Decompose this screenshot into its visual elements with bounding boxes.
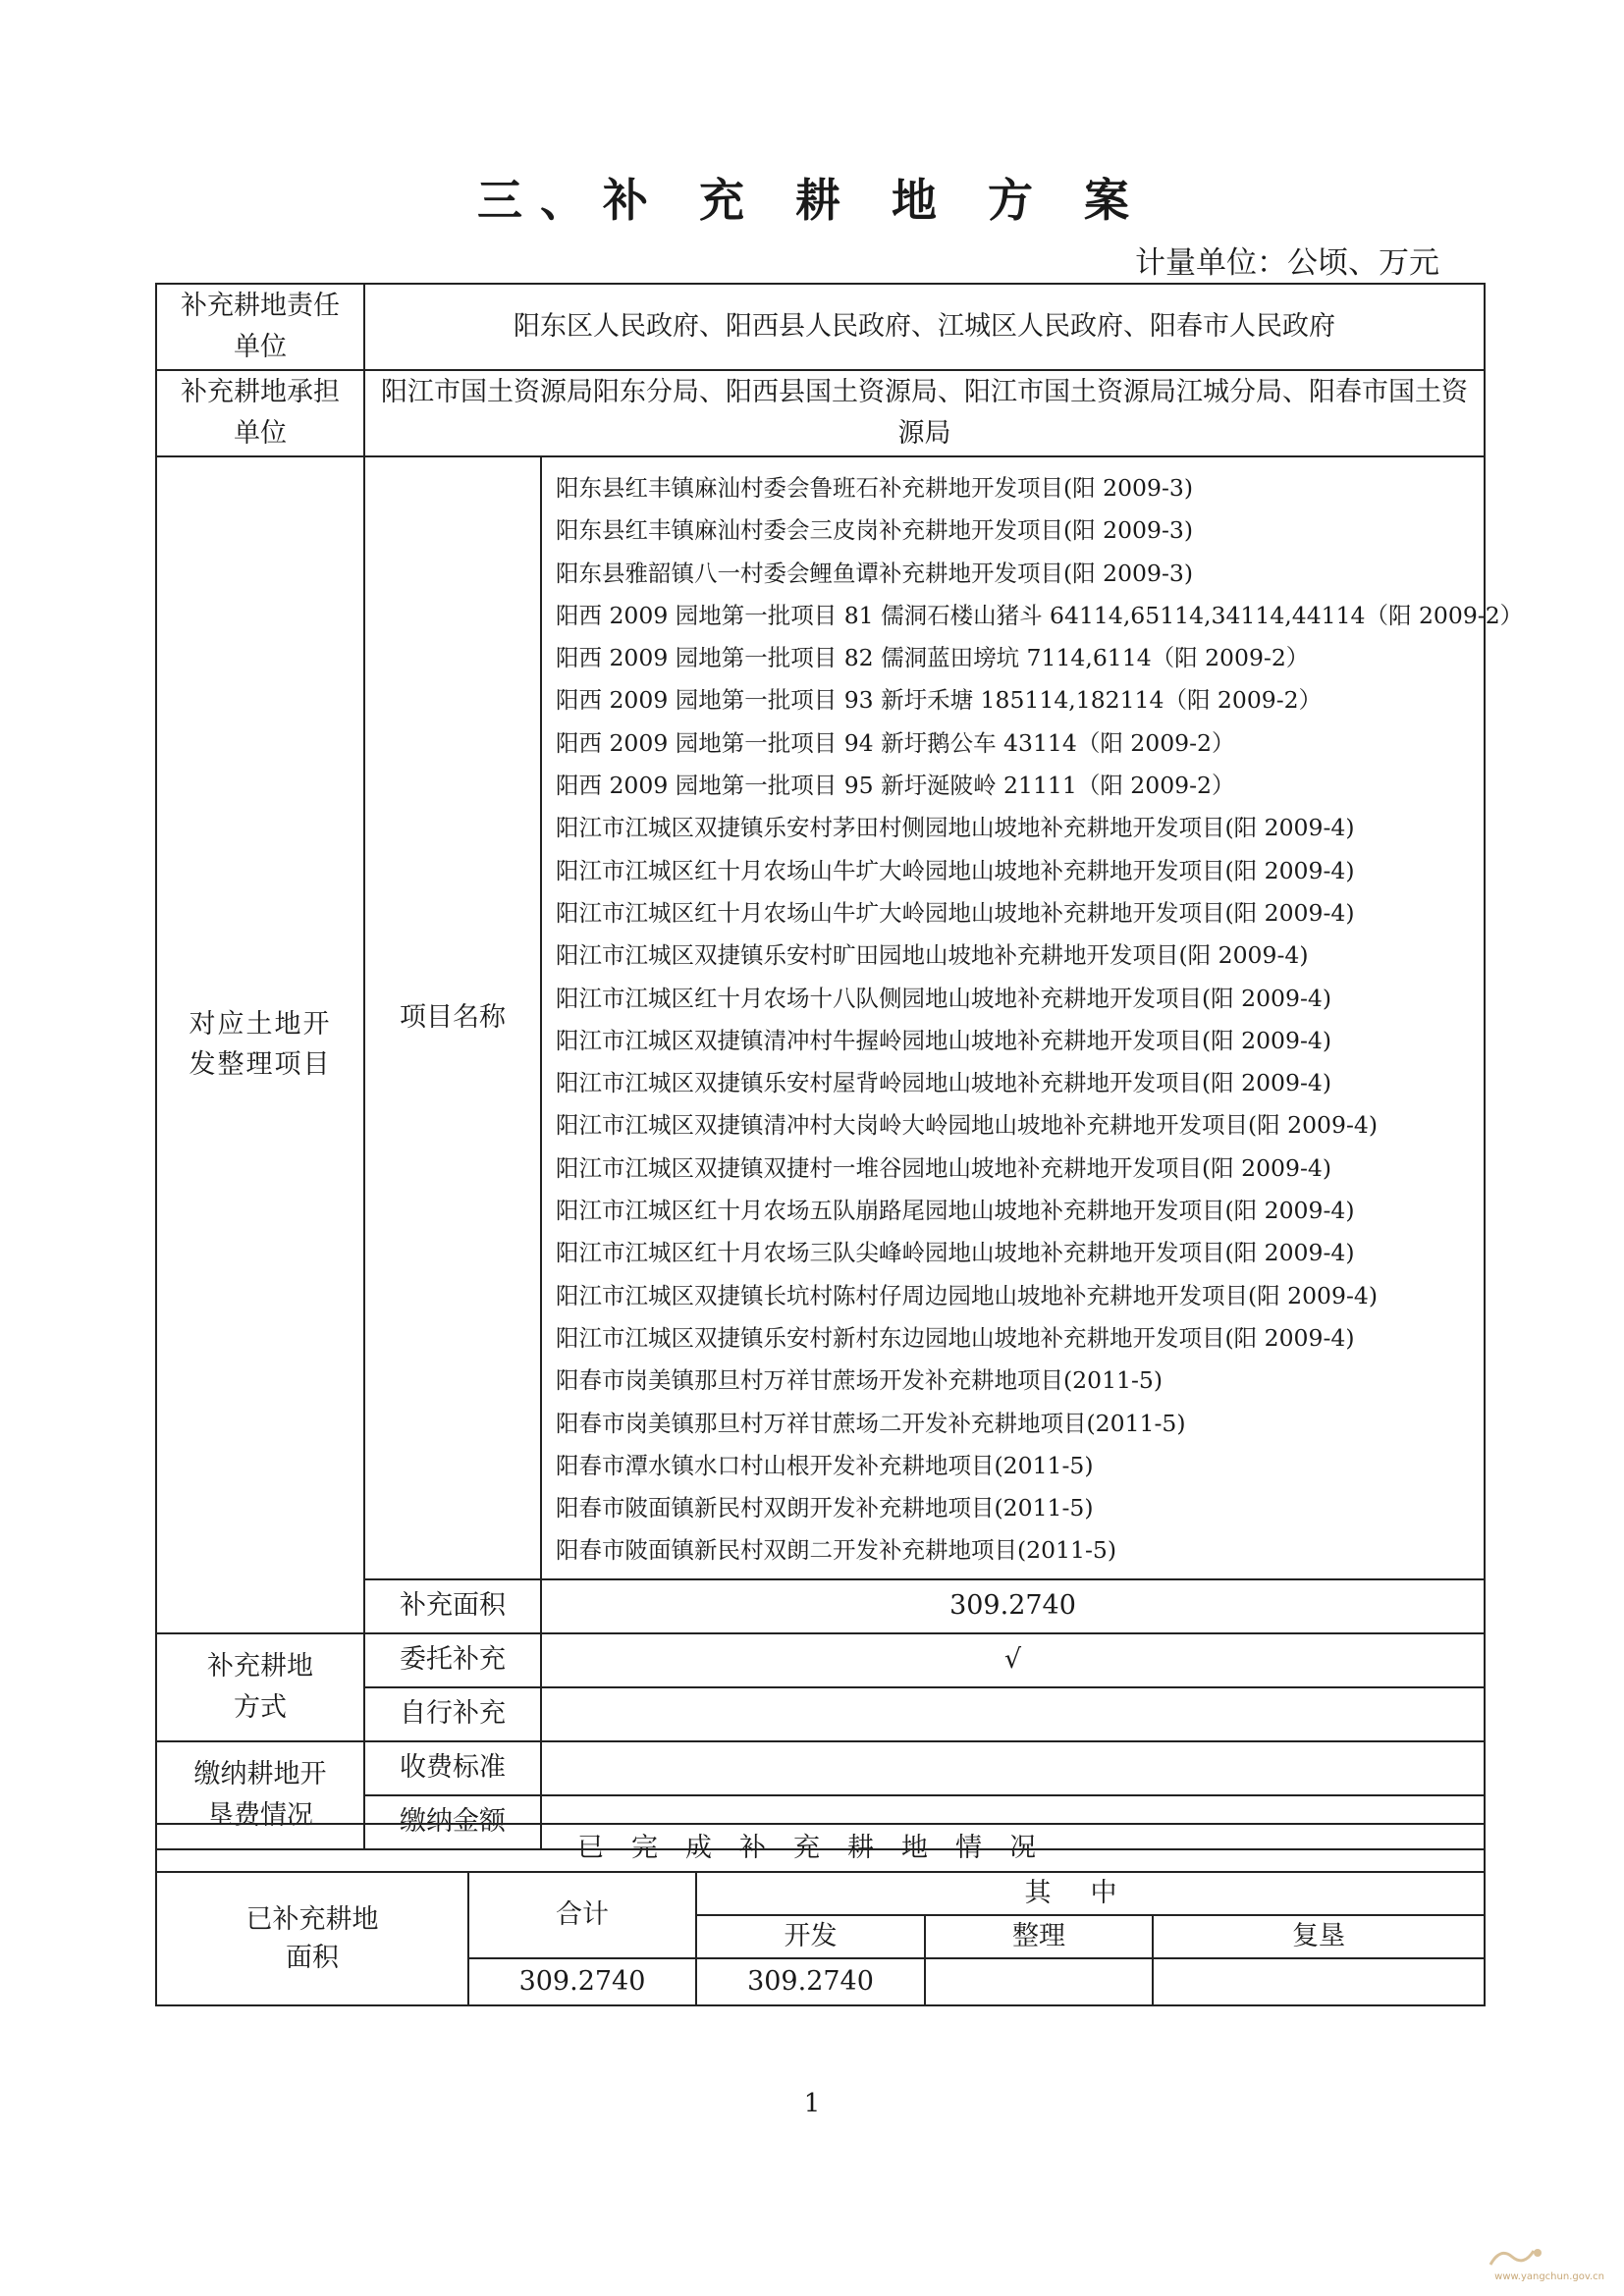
project-item: 阳江市江城区红十月农场五队崩路尾园地山坡地补充耕地开发项目(阳 2009-4) [556, 1197, 1355, 1225]
undertaker-row [156, 370, 1485, 456]
project-item: 阳江市江城区红十月农场山牛圹大岭园地山坡地补充耕地开发项目(阳 2009-4) [556, 898, 1355, 927]
project-item: 阳江市江城区双捷镇乐安村旷田园地山坡地补充耕地开发项目(阳 2009-4) [556, 941, 1309, 970]
unit-note: 计量单位：公顷、万元 [1135, 245, 1439, 281]
responsible-value: 阳东区人民政府、阳西县人民政府、江城区人民政府、阳春市人民政府 [364, 284, 1485, 370]
project-name-label: 项目名称 [364, 456, 541, 1579]
project-item: 阳江市江城区红十月农场山牛圹大岭园地山坡地补充耕地开发项目(阳 2009-4) [556, 856, 1355, 884]
supplement-plan-table [155, 283, 1524, 1850]
responsible-label: 补充耕地责任单位 [156, 284, 364, 370]
method-label: 补充耕地方式 [156, 1633, 364, 1741]
reclaim-value [1153, 1958, 1485, 2005]
project-item: 阳江市江城区双捷镇清冲村大岗岭大岭园地山坡地补充耕地开发项目(阳 2009-4) [556, 1111, 1379, 1140]
completed-header-row [156, 1872, 1485, 1915]
project-item: 阳江市江城区双捷镇双捷村一堆谷园地山坡地补充耕地开发项目(阳 2009-4) [556, 1153, 1332, 1182]
watermark-logo-icon [1487, 2243, 1545, 2270]
project-item: 阳江市江城区红十月农场三队尖峰岭园地山坡地补充耕地开发项目(阳 2009-4) [556, 1239, 1355, 1267]
entrusted-value: √ [541, 1633, 1485, 1687]
watermark-url: www.yangchun.gov.cn [1494, 2271, 1604, 2282]
project-item: 阳江市江城区双捷镇清冲村牛握岭园地山坡地补充耕地开发项目(阳 2009-4) [556, 1026, 1332, 1054]
undertaker-label: 补充耕地承担单位 [156, 370, 364, 456]
responsible-row [156, 284, 1485, 370]
fee-amount-label: 缴纳金额 [364, 1795, 541, 1849]
project-item: 阳江市江城区双捷镇乐安村茅田村侧园地山坡地补充耕地开发项目(阳 2009-4) [556, 814, 1355, 842]
completed-section-title: 已完成补充耕地情况 [156, 1824, 1485, 1872]
project-item: 阳江市江城区双捷镇长坑村陈村仔周边园地山坡地补充耕地开发项目(阳 2009-4) [556, 1281, 1379, 1309]
project-item: 阳春市岗美镇那旦村万祥甘蔗场二开发补充耕地项目(2011-5) [556, 1409, 1186, 1437]
projects-row [156, 456, 1485, 1579]
develop-value: 309.2740 [696, 1958, 925, 2005]
project-item: 阳江市江城区双捷镇乐安村新村东边园地山坡地补充耕地开发项目(阳 2009-4) [556, 1323, 1355, 1352]
project-item: 阳西 2009 园地第一批项目 81 儒洞石楼山猪斗 64114,65114,34114,44114（阳 2009-2） [556, 601, 1524, 629]
consolidate-value [925, 1958, 1153, 2005]
consolidate-label: 整理 [925, 1915, 1153, 1958]
fee-standard-label: 收费标准 [364, 1741, 541, 1795]
of-which-label: 其中 [696, 1872, 1485, 1915]
project-list [541, 456, 1524, 1579]
fee-standard-value [541, 1741, 1485, 1795]
total-label: 合计 [468, 1872, 696, 1958]
fee-label: 缴纳耕地开垦费情况 [156, 1741, 364, 1849]
entrusted-row [156, 1633, 1485, 1687]
project-item: 阳春市陂面镇新民村双朗开发补充耕地项目(2011-5) [556, 1494, 1094, 1522]
completed-table [155, 1823, 1486, 2006]
project-item: 阳春市岗美镇那旦村万祥甘蔗场开发补充耕地项目(2011-5) [556, 1366, 1164, 1395]
area-value: 309.2740 [541, 1579, 1485, 1633]
project-item: 阳东县红丰镇麻汕村委会三皮岗补充耕地开发项目(阳 2009-3) [556, 516, 1194, 545]
entrusted-label: 委托补充 [364, 1633, 541, 1687]
project-item: 阳春市潭水镇水口村山根开发补充耕地项目(2011-5) [556, 1451, 1094, 1479]
site-watermark [1487, 2243, 1604, 2282]
project-item: 阳东县红丰镇麻汕村委会鲁班石补充耕地开发项目(阳 2009-3) [556, 474, 1194, 502]
project-item: 阳春市陂面镇新民村双朗二开发补充耕地项目(2011-5) [556, 1536, 1117, 1565]
area-label: 补充面积 [364, 1579, 541, 1633]
project-item: 阳西 2009 园地第一批项目 93 新圩禾塘 185114,182114（阳 2009-2） [556, 686, 1323, 715]
reclaim-label: 复垦 [1153, 1915, 1485, 1958]
develop-label: 开发 [696, 1915, 925, 1958]
completed-row-label: 已补充耕地面积 [156, 1872, 468, 2005]
total-value: 309.2740 [468, 1958, 696, 2005]
project-item: 阳江市江城区双捷镇乐安村屋背岭园地山坡地补充耕地开发项目(阳 2009-4) [556, 1069, 1332, 1097]
page-number: 1 [803, 2089, 821, 2118]
project-item: 阳东县雅韶镇八一村委会鲤鱼谭补充耕地开发项目(阳 2009-3) [556, 559, 1194, 587]
self-label: 自行补充 [364, 1687, 541, 1741]
project-item: 阳江市江城区红十月农场十八队侧园地山坡地补充耕地开发项目(阳 2009-4) [556, 984, 1332, 1012]
project-item: 阳西 2009 园地第一批项目 82 儒洞蓝田塝坑 7114,6114（阳 2009-2） [556, 644, 1310, 672]
completed-title-row [156, 1824, 1485, 1872]
fee-standard-row [156, 1741, 1485, 1795]
document-title: 三、补 充 耕 地 方 案 [476, 174, 1148, 227]
self-value [541, 1687, 1485, 1741]
project-item: 阳西 2009 园地第一批项目 94 新圩鹅公车 43114（阳 2009-2） [556, 728, 1235, 757]
land-projects-label: 对应土地开发整理项目 [156, 456, 364, 1633]
undertaker-value: 阳江市国土资源局阳东分局、阳西县国土资源局、阳江市国土资源局江城分局、阳春市国土资源局 [364, 370, 1485, 456]
project-item: 阳西 2009 园地第一批项目 95 新圩涎陂岭 21111（阳 2009-2） [556, 772, 1235, 800]
